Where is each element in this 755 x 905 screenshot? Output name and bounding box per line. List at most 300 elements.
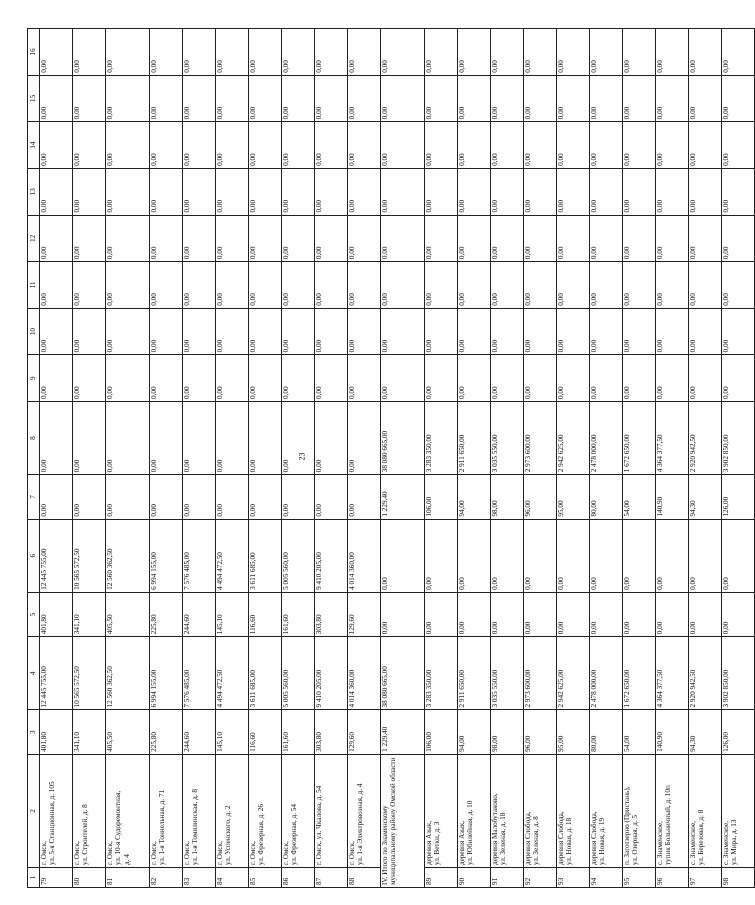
table-cell: 80,00 xyxy=(590,475,623,519)
table-cell: 106,00 xyxy=(425,710,458,754)
table-cell: 401,80 xyxy=(40,710,73,754)
table-cell: 95,00 xyxy=(557,475,590,519)
table-cell: 0,00 xyxy=(348,168,381,215)
row-number-cell: 87 xyxy=(315,868,348,888)
address-cell: г. Омск, ул. 5-я Станционная, д. 105 xyxy=(40,754,73,867)
table-cell: 0,00 xyxy=(315,355,348,402)
table-cell: 401,80 xyxy=(40,592,73,636)
table-cell: 116,60 xyxy=(249,592,282,636)
table-cell: 0,00 xyxy=(40,168,73,215)
table-cell: 0,00 xyxy=(458,122,491,169)
table-cell: 225,80 xyxy=(150,592,183,636)
table-cell: 2 973 600,00 xyxy=(524,637,557,710)
column-number-cell: 10 xyxy=(28,308,40,355)
table-cell: 0,00 xyxy=(381,592,425,636)
table-cell: 0,00 xyxy=(249,355,282,402)
table-cell: 0,00 xyxy=(282,75,315,122)
table-cell: 12 560 362,50 xyxy=(106,637,150,710)
table-cell: 0,00 xyxy=(249,475,282,519)
table-row xyxy=(249,29,282,888)
table-cell: 0,00 xyxy=(425,592,458,636)
table-cell: 0,00 xyxy=(282,475,315,519)
table-row xyxy=(150,29,183,888)
table-cell: 0,00 xyxy=(590,308,623,355)
table-cell: 0,00 xyxy=(656,168,689,215)
column-number-cell: 1 xyxy=(28,868,40,888)
table-cell: 0,00 xyxy=(249,401,282,474)
row-number-cell: 80 xyxy=(73,868,106,888)
address-cell: деревня Слобода, ул. Новая, д. 18 xyxy=(557,754,590,867)
table-cell: 0,00 xyxy=(557,519,590,592)
table-cell: 0,00 xyxy=(315,308,348,355)
table-cell: 0,00 xyxy=(348,475,381,519)
table-cell: 140,90 xyxy=(656,475,689,519)
table-cell: 0,00 xyxy=(381,215,425,262)
table-cell: 7 576 485,00 xyxy=(183,519,216,592)
address-cell: деревня Малобутаково, ул. Зеленая, д. 18 xyxy=(491,754,524,867)
table-cell: 0,00 xyxy=(656,122,689,169)
table-cell: 0,00 xyxy=(689,308,722,355)
table-cell: 0,00 xyxy=(656,262,689,309)
page-number: 23 xyxy=(297,452,307,461)
address-cell: г. Омск, ул. Успенского, д. 2 xyxy=(216,754,249,867)
table-cell: 0,00 xyxy=(381,519,425,592)
table-cell: 405,50 xyxy=(106,592,150,636)
row-number-cell: 85 xyxy=(249,868,282,888)
table-cell: 0,00 xyxy=(40,308,73,355)
table-cell: 0,00 xyxy=(348,355,381,402)
table-row xyxy=(315,29,348,888)
table-cell: 145,10 xyxy=(216,710,249,754)
table-cell: 0,00 xyxy=(590,75,623,122)
table-cell: 0,00 xyxy=(623,215,656,262)
table-row xyxy=(689,29,722,888)
table-cell: 0,00 xyxy=(73,122,106,169)
table-cell: 0,00 xyxy=(183,262,216,309)
table-cell: 3 035 550,00 xyxy=(491,401,524,474)
table-cell: 0,00 xyxy=(106,215,150,262)
table-cell: 0,00 xyxy=(590,29,623,76)
table-cell: 0,00 xyxy=(40,401,73,474)
table-cell: 0,00 xyxy=(689,215,722,262)
table-cell: 7 576 485,00 xyxy=(183,637,216,710)
table-cell: 0,00 xyxy=(425,29,458,76)
table-cell: 244,60 xyxy=(183,710,216,754)
table-cell: 0,00 xyxy=(458,308,491,355)
table-cell: 0,00 xyxy=(458,215,491,262)
table-cell: 3 283 350,00 xyxy=(425,401,458,474)
table-row xyxy=(557,29,590,888)
table-row xyxy=(73,29,106,888)
table-cell: 0,00 xyxy=(557,355,590,402)
table-cell: 161,60 xyxy=(282,710,315,754)
column-number-cell: 14 xyxy=(28,122,40,169)
table-cell: 2 973 600,00 xyxy=(524,401,557,474)
row-number-cell: 95 xyxy=(623,868,656,888)
table-cell: 0,00 xyxy=(381,29,425,76)
table-row xyxy=(282,29,315,888)
address-cell: г. Омск, ул. Строителей, д. 8 xyxy=(73,754,106,867)
row-number-cell: 94 xyxy=(590,868,623,888)
table-cell: 0,00 xyxy=(557,75,590,122)
table-cell: 161,60 xyxy=(282,592,315,636)
table-cell: 0,00 xyxy=(183,122,216,169)
table-cell: 0,00 xyxy=(381,355,425,402)
table-cell: 0,00 xyxy=(315,122,348,169)
table-cell: 0,00 xyxy=(150,75,183,122)
table-cell: 225,80 xyxy=(150,710,183,754)
table-cell: 0,00 xyxy=(106,29,150,76)
table-cell: 0,00 xyxy=(524,355,557,402)
row-number-cell: 98 xyxy=(722,868,755,888)
table-cell: 0,00 xyxy=(722,215,755,262)
table-cell: 0,00 xyxy=(216,75,249,122)
table-cell: 5 005 560,00 xyxy=(282,637,315,710)
column-number-row xyxy=(28,29,40,888)
table-cell: 1 672 650,00 xyxy=(623,401,656,474)
table-cell: 0,00 xyxy=(381,308,425,355)
table-cell: 0,00 xyxy=(491,592,524,636)
table-cell: 0,00 xyxy=(282,401,315,474)
table-cell: 140,90 xyxy=(656,710,689,754)
table-cell: 0,00 xyxy=(524,122,557,169)
table-cell: 0,00 xyxy=(590,355,623,402)
table-cell: 94,30 xyxy=(689,475,722,519)
column-number-cell: 12 xyxy=(28,215,40,262)
row-number-cell: 90 xyxy=(458,868,491,888)
table-cell: 0,00 xyxy=(623,168,656,215)
table-cell: 98,00 xyxy=(491,475,524,519)
row-number-cell: 97 xyxy=(689,868,722,888)
table-cell: 6 994 155,00 xyxy=(150,637,183,710)
table-cell: 0,00 xyxy=(458,592,491,636)
table-cell: 0,00 xyxy=(557,262,590,309)
table-cell: 2 942 625,00 xyxy=(557,401,590,474)
table-cell: 0,00 xyxy=(249,308,282,355)
row-number-cell: 81 xyxy=(106,868,150,888)
table-cell: 126,00 xyxy=(722,710,755,754)
table-cell: 0,00 xyxy=(216,475,249,519)
table-cell: 0,00 xyxy=(381,168,425,215)
table-cell: 116,60 xyxy=(249,710,282,754)
table-cell: 0,00 xyxy=(249,75,282,122)
table-row xyxy=(524,29,557,888)
table-cell: 0,00 xyxy=(524,519,557,592)
table-cell: 0,00 xyxy=(656,75,689,122)
column-number-cell: 8 xyxy=(28,401,40,474)
table-cell: 94,00 xyxy=(458,710,491,754)
table-cell: 0,00 xyxy=(590,168,623,215)
table-cell: 0,00 xyxy=(524,168,557,215)
table-cell: 3 035 550,00 xyxy=(491,637,524,710)
table-cell: 5 005 560,00 xyxy=(282,519,315,592)
table-cell: 0,00 xyxy=(348,401,381,474)
table-cell: 0,00 xyxy=(150,355,183,402)
table-row xyxy=(623,29,656,888)
table-cell: 0,00 xyxy=(557,122,590,169)
table-cell: 0,00 xyxy=(458,29,491,76)
table-cell: 0,00 xyxy=(557,215,590,262)
table-cell: 129,60 xyxy=(348,710,381,754)
table-cell: 0,00 xyxy=(722,355,755,402)
table-cell: 0,00 xyxy=(590,122,623,169)
table-cell: 0,00 xyxy=(491,308,524,355)
table-cell: 129,60 xyxy=(348,592,381,636)
column-number-cell: 9 xyxy=(28,355,40,402)
table-cell: 0,00 xyxy=(458,355,491,402)
table-cell: 0,00 xyxy=(689,355,722,402)
column-number-cell: 15 xyxy=(28,75,40,122)
table-cell: 10 565 572,50 xyxy=(73,637,106,710)
table-cell: 0,00 xyxy=(40,29,73,76)
table-cell: 3 283 350,00 xyxy=(425,637,458,710)
table-cell: 126,00 xyxy=(722,475,755,519)
table-row xyxy=(590,29,623,888)
table-cell: 0,00 xyxy=(381,122,425,169)
table-cell: 0,00 xyxy=(722,262,755,309)
table-cell: 0,00 xyxy=(722,29,755,76)
table-cell: 0,00 xyxy=(491,168,524,215)
table-cell: 0,00 xyxy=(183,355,216,402)
table-cell: 0,00 xyxy=(216,122,249,169)
table-cell: 0,00 xyxy=(722,75,755,122)
table-cell: 94,00 xyxy=(458,475,491,519)
table-cell: 98,00 xyxy=(491,710,524,754)
table-cell: 0,00 xyxy=(689,168,722,215)
table-cell: 0,00 xyxy=(623,122,656,169)
table-cell: 0,00 xyxy=(315,262,348,309)
table-cell: 0,00 xyxy=(150,308,183,355)
row-number-cell: 92 xyxy=(524,868,557,888)
table-cell: 0,00 xyxy=(491,262,524,309)
table-cell: 0,00 xyxy=(73,355,106,402)
address-cell: г. Омск, ул. Фрезерная, д. 26 xyxy=(249,754,282,867)
table-cell: 0,00 xyxy=(458,168,491,215)
address-cell: г. Омск, ул. Фрезерная, д. 54 xyxy=(282,754,315,867)
table-cell: 0,00 xyxy=(656,355,689,402)
table-cell: 0,00 xyxy=(458,75,491,122)
table-cell: 0,00 xyxy=(73,75,106,122)
table-cell: 0,00 xyxy=(183,401,216,474)
table-cell: 96,00 xyxy=(524,710,557,754)
table-cell: 12 445 755,00 xyxy=(40,519,73,592)
table-row xyxy=(656,29,689,888)
table-cell: 10 565 572,50 xyxy=(73,519,106,592)
table-cell: 0,00 xyxy=(106,75,150,122)
table-cell: 95,00 xyxy=(557,710,590,754)
table-cell: 0,00 xyxy=(425,75,458,122)
table-cell: 4 364 377,50 xyxy=(656,401,689,474)
table-cell: 0,00 xyxy=(689,122,722,169)
table-cell: 0,00 xyxy=(183,215,216,262)
table-cell: 0,00 xyxy=(216,168,249,215)
table-cell: 0,00 xyxy=(249,122,282,169)
table-cell: 80,00 xyxy=(590,710,623,754)
table-cell: 0,00 xyxy=(183,475,216,519)
table-cell: 0,00 xyxy=(458,519,491,592)
table-cell: 0,00 xyxy=(425,262,458,309)
column-number-cell: 5 xyxy=(28,592,40,636)
table-cell: 0,00 xyxy=(183,168,216,215)
table-cell: 0,00 xyxy=(381,75,425,122)
table-cell: 0,00 xyxy=(348,262,381,309)
row-number-cell: 91 xyxy=(491,868,524,888)
table-cell: 0,00 xyxy=(150,122,183,169)
table-cell: 0,00 xyxy=(106,122,150,169)
table-cell: 0,00 xyxy=(183,29,216,76)
table-row xyxy=(381,29,425,888)
table-row xyxy=(183,29,216,888)
table-cell: 6 994 155,00 xyxy=(150,519,183,592)
table-cell: 3 611 685,00 xyxy=(249,637,282,710)
table-cell: 0,00 xyxy=(315,75,348,122)
column-number-cell: 3 xyxy=(28,710,40,754)
table-cell: 2 920 942,50 xyxy=(689,637,722,710)
table-cell: 0,00 xyxy=(106,401,150,474)
table-cell: 0,00 xyxy=(183,75,216,122)
table-cell: 0,00 xyxy=(722,519,755,592)
table-cell: 0,00 xyxy=(282,262,315,309)
column-number-cell: 7 xyxy=(28,475,40,519)
table-cell: 0,00 xyxy=(425,215,458,262)
table-cell: 0,00 xyxy=(656,592,689,636)
address-cell: г. Омск, ул. 1-я Тоннельная, д. 71 xyxy=(150,754,183,867)
table-cell: 0,00 xyxy=(216,401,249,474)
table-cell: 0,00 xyxy=(524,592,557,636)
table-cell: 0,00 xyxy=(73,29,106,76)
table-cell: 0,00 xyxy=(216,355,249,402)
table-cell: 0,00 xyxy=(183,308,216,355)
table-cell: 0,00 xyxy=(623,262,656,309)
table-cell: 0,00 xyxy=(590,519,623,592)
table-cell: 0,00 xyxy=(282,168,315,215)
table-cell: 4 014 360,00 xyxy=(348,637,381,710)
table-cell: 0,00 xyxy=(315,215,348,262)
table-cell: 0,00 xyxy=(491,215,524,262)
table-cell: 9 410 205,00 xyxy=(315,519,348,592)
table-cell: 0,00 xyxy=(524,29,557,76)
table-cell: 0,00 xyxy=(722,308,755,355)
table-cell: 0,00 xyxy=(722,168,755,215)
row-number-cell: 96 xyxy=(656,868,689,888)
table-cell: 0,00 xyxy=(150,168,183,215)
row-number-cell: 93 xyxy=(557,868,590,888)
table-cell: 38 080 665,00 xyxy=(381,401,425,474)
table-cell: 341,10 xyxy=(73,592,106,636)
table-cell: 0,00 xyxy=(656,519,689,592)
column-number-cell: 4 xyxy=(28,637,40,710)
table-cell: 0,00 xyxy=(315,401,348,474)
table-cell: 0,00 xyxy=(40,475,73,519)
address-cell: г. Омск, ул. 1-я Томилинская, д. 8 xyxy=(183,754,216,867)
table-cell: 0,00 xyxy=(425,355,458,402)
table-cell: 0,00 xyxy=(216,29,249,76)
table-cell: 0,00 xyxy=(73,475,106,519)
table-cell: 0,00 xyxy=(216,215,249,262)
table-cell: 0,00 xyxy=(557,29,590,76)
subtotal-label-cell: IV. Итого по Знаменскому муниципальному району Омской области xyxy=(381,754,425,887)
table-cell: 0,00 xyxy=(689,75,722,122)
table-cell: 0,00 xyxy=(150,29,183,76)
table-cell: 0,00 xyxy=(150,401,183,474)
table-cell: 0,00 xyxy=(524,75,557,122)
table-cell: 0,00 xyxy=(425,308,458,355)
table-cell: 0,00 xyxy=(425,519,458,592)
row-number-cell: 89 xyxy=(425,868,458,888)
table-cell: 0,00 xyxy=(282,355,315,402)
table-cell: 0,00 xyxy=(348,308,381,355)
table-cell: 0,00 xyxy=(623,75,656,122)
table-cell: 0,00 xyxy=(656,29,689,76)
table-cell: 0,00 xyxy=(590,592,623,636)
row-number-cell: 88 xyxy=(348,868,381,888)
table-cell: 3 611 685,00 xyxy=(249,519,282,592)
table-cell: 106,00 xyxy=(425,475,458,519)
table-cell: 38 080 665,00 xyxy=(381,637,425,710)
table-cell: 9 410 205,00 xyxy=(315,637,348,710)
table-cell: 0,00 xyxy=(722,122,755,169)
table-row xyxy=(425,29,458,888)
table-cell: 0,00 xyxy=(557,308,590,355)
table-cell: 0,00 xyxy=(689,519,722,592)
table-cell: 0,00 xyxy=(249,29,282,76)
table-cell: 0,00 xyxy=(40,355,73,402)
address-cell: с. Знаменское, ул. Мира, д. 13 xyxy=(722,754,755,867)
table-cell: 0,00 xyxy=(557,168,590,215)
table-cell: 0,00 xyxy=(381,262,425,309)
table-cell: 0,00 xyxy=(491,519,524,592)
address-cell: деревня Слобода, ул. Зеленая, д. 8 xyxy=(524,754,557,867)
table-cell: 0,00 xyxy=(150,215,183,262)
table-cell: 54,00 xyxy=(623,710,656,754)
table-cell: 2 911 650,00 xyxy=(458,637,491,710)
table-cell: 3 902 850,00 xyxy=(722,401,755,474)
address-cell: деревня Азык, ул. Ветки, д. 3 xyxy=(425,754,458,867)
table-cell: 303,80 xyxy=(315,592,348,636)
column-number-cell: 13 xyxy=(28,168,40,215)
table-cell: 145,10 xyxy=(216,592,249,636)
table-cell: 0,00 xyxy=(348,75,381,122)
column-number-cell: 2 xyxy=(28,754,40,867)
table-cell: 2 920 942,50 xyxy=(689,401,722,474)
table-cell: 4 494 472,50 xyxy=(216,519,249,592)
table-cell: 0,00 xyxy=(106,475,150,519)
table-cell: 0,00 xyxy=(425,168,458,215)
table-cell: 0,00 xyxy=(722,592,755,636)
table-cell: 1 229,40 xyxy=(381,475,425,519)
row-number-cell: 82 xyxy=(150,868,183,888)
column-number-cell: 16 xyxy=(28,29,40,76)
table-cell: 54,00 xyxy=(623,475,656,519)
table-cell: 12 560 362,50 xyxy=(106,519,150,592)
table-cell: 0,00 xyxy=(106,355,150,402)
table-cell: 0,00 xyxy=(348,29,381,76)
table-cell: 0,00 xyxy=(623,519,656,592)
table-cell: 0,00 xyxy=(590,215,623,262)
table-cell: 0,00 xyxy=(491,75,524,122)
table-cell: 2 911 650,00 xyxy=(458,401,491,474)
address-cell: с. Знаменское, ул. Березовая, д. 8 xyxy=(689,754,722,867)
table-cell: 0,00 xyxy=(689,29,722,76)
table-cell: 0,00 xyxy=(425,122,458,169)
table-cell: 0,00 xyxy=(282,122,315,169)
table-cell: 0,00 xyxy=(216,262,249,309)
table-cell: 0,00 xyxy=(623,355,656,402)
table-cell: 2 942 625,00 xyxy=(557,637,590,710)
table-cell: 0,00 xyxy=(40,262,73,309)
row-number-cell: 79 xyxy=(40,868,73,888)
table-cell: 96,00 xyxy=(524,475,557,519)
